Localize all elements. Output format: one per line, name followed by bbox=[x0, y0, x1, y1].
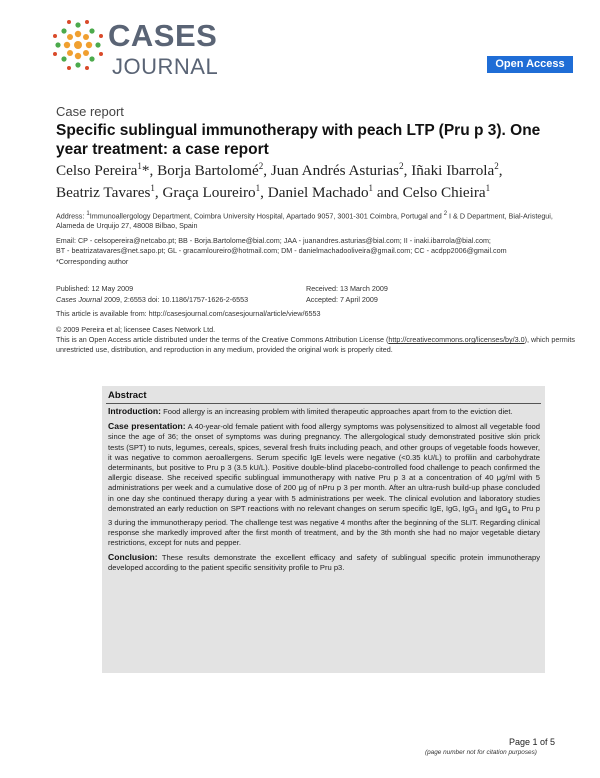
corresponding-author: *Corresponding author bbox=[56, 257, 129, 266]
abstract-conclusion: Conclusion: These results demonstrate the excellent efficacy and safety of sublingual specific protein immunotherapy developed according to the patient specific sensitivity profile to Pru p3. bbox=[108, 552, 540, 573]
article-type: Case report bbox=[56, 104, 124, 119]
page-number-note: (page number not for citation purposes) bbox=[425, 749, 537, 756]
abstract-divider bbox=[106, 403, 541, 404]
author: Celso Pereira$^1$*, bbox=[56, 161, 158, 180]
license-link[interactable]: http://creativecommons.org/licenses/by/3.0 bbox=[388, 335, 525, 344]
abstract-body bbox=[108, 406, 540, 578]
logo-burst-icon bbox=[48, 12, 108, 82]
publication-info bbox=[56, 284, 248, 306]
author: Graça Loureiro$^1$, bbox=[162, 182, 268, 201]
article-title: Specific sublingual immunotherapy with peach LTP (Pru p 3). One year treatment: a case report bbox=[56, 122, 541, 158]
published-date: Published: 12 May 2009 bbox=[56, 284, 134, 293]
abstract-case-presentation: Case presentation: A 40-year-old female patient with food allergy symptoms was polysensitized to almost all vegetable food since the age of 36; the onset of symptoms was during pregnancy. The allergological study demonstrated positive skin prick tests (SPT) to nuts, legumes, cereals, spices, several fresh fruits including peach, and other groups of vegetable foods however, it was negative to common aeroallergens. Serum specific IgE levels were negative (<0.35 kU/L) to profilin and carbohydrate determinants, but positive to Pru p 3 (3.5 kU/L). Positive double-blind placebo-controlled food challenge to peach confirmed the allergic disease. She received specific sublingual immunotherapy with native Pru p 3 at a concentration of 40 μg/ml with 5 administrations per week and a cumulative dose of 200 μg of nPru p 3 per month. After an ultra-rush build-up phase concluded in one day she continued therapy during a year with 5 administrations per week. The clinical evolution and laboratory studies demonstrated an early reduction on SPT reactions with no relevant changes on serum specific IgE, IgG, IgG$_1$ and IgG$_4$ to Pru p 3 during the immunotherapy period. The challenge test was negative 4 months after the beginning of the SLIT. Regarding clinical response she markedly improved after the first month of treatment, and by the 3th month she had no major vegetable dietary restrictions, except for nuts and pepper. bbox=[108, 421, 540, 547]
author: Celso Chieira$^1$ bbox=[402, 182, 491, 201]
email-line: BT - beatrizatavares@net.sapo.pt; GL - gracamloureiro@hotmail.com; DM - danielmachadooliveira@gmail.com; CC - acdpp2006@gmail.com bbox=[56, 245, 507, 255]
review-dates bbox=[306, 284, 388, 306]
received-date: Received: 13 March 2009 bbox=[306, 284, 388, 293]
abstract-heading: Abstract bbox=[108, 390, 147, 401]
author: Borja Bartolomé$^2$, bbox=[157, 161, 271, 180]
logo-word-cases: CASES bbox=[108, 18, 218, 53]
author: Beatriz Tavares$^1$, bbox=[56, 182, 163, 201]
author-emails bbox=[56, 236, 576, 256]
citation: Cases Journal 2009, 2:6553 doi: 10.1186/1757-1626-2-6553 bbox=[56, 294, 249, 304]
email-line: Email: CP - celsopereira@netcabo.pt; BB - Borja.Bartolome@bial.com; JAA - juanandres.asturias@bial.com; II - inaki.ibarrola@bial.com; bbox=[56, 236, 491, 245]
availability-url[interactable]: This article is available from: http://casesjournal.com/casesjournal/article/view/6553 bbox=[56, 309, 321, 318]
author: Iñaki Ibarrola$^2$, bbox=[411, 161, 503, 180]
page-number: Page 1 of 5 bbox=[509, 737, 556, 747]
accepted-date: Accepted: 7 April 2009 bbox=[306, 294, 378, 304]
license-text: This is an Open Access article distributed under the terms of the Creative Commons Attribution License (http://creativecommons.org/licenses/by/3.0), which permits unrestricted use, distribution, and reproduction in any medium, provided the original work is properly cited. bbox=[56, 335, 575, 354]
logo-word-journal: JOURNAL bbox=[112, 54, 219, 79]
affiliation-address: Address: $^1$Immunoallergology Department, Coimbra University Hospital, Apartado 9057, 3001-301 Coimbra, Portugal and $^2$ I & D Department, Bial-Aristegui, Alameda de Urquijo 27, 48008 Bilbao, Spain bbox=[56, 211, 553, 231]
author: Daniel Machado$^1$ and bbox=[267, 182, 403, 201]
copyright-notice: © 2009 Pereira et al; licensee Cases Network Ltd. bbox=[56, 325, 216, 334]
abstract-introduction: Introduction: Food allergy is an increasing problem with limited therapeutic approaches apart from to the eviction diet. bbox=[108, 406, 513, 416]
journal-logo bbox=[48, 12, 228, 82]
author-list bbox=[56, 158, 576, 201]
author: Juan Andrés Asturias$^2$, bbox=[270, 161, 412, 180]
open-access-badge: Open Access bbox=[487, 56, 573, 73]
